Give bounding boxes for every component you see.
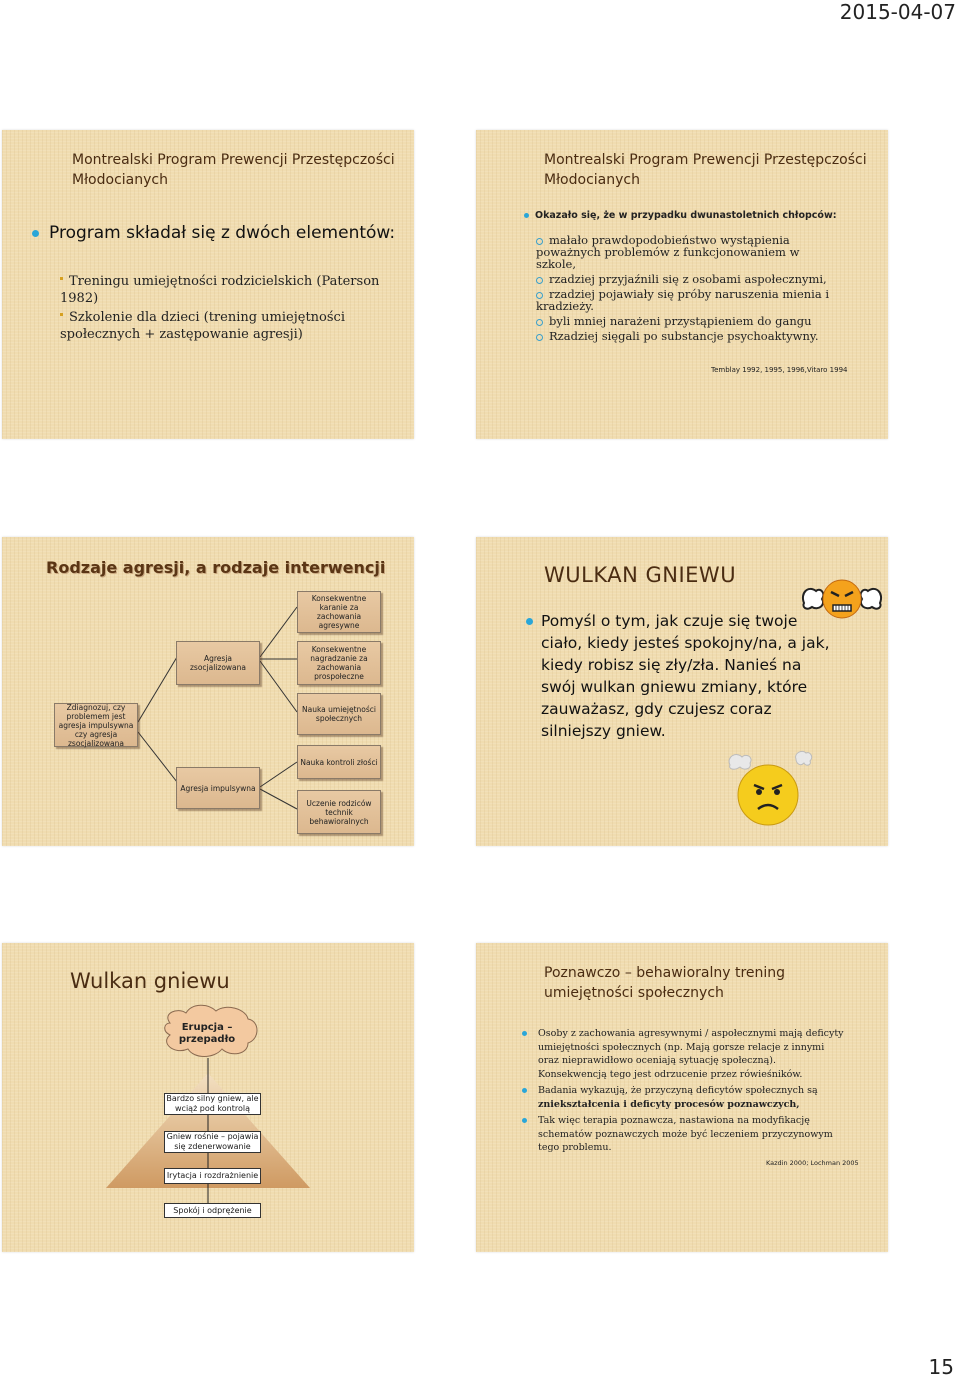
slide-2-sub-list [536, 234, 836, 342]
slide-2-citation: Temblay 1992, 1995, 1996,Vitaro 1994 [711, 366, 848, 374]
level-box-anger-rising: Gniew rośnie – pojawia się zdenerwowanie [164, 1131, 261, 1153]
page-number: 15 [928, 1355, 954, 1379]
bullet-dot-icon [524, 213, 529, 218]
slide-1 [2, 130, 414, 439]
slide-1-sub-bullet-1: Treningu umiejętności rodzicielskich (Paterson 1982) [60, 274, 380, 306]
ring-bullet-icon [536, 319, 543, 326]
slide-6-citation: Kazdin 2000; Lochman 2005 [766, 1159, 859, 1167]
bullet-item: Badania wykazują, że przyczyną deficytów społecznych są zniekształcenia i deficyty procesów poznawczych, [522, 1084, 844, 1111]
sub-item: Rzadziej sięgali po substancje psychoaktywny. [536, 330, 836, 342]
slide-4-title: WULKAN GNIEWU [544, 563, 737, 587]
slide-5 [2, 943, 414, 1252]
square-bullet-icon [60, 277, 63, 280]
slide-6 [476, 943, 888, 1252]
level-box-irritation: Irytacja i rozdrażnienie [164, 1168, 261, 1184]
sub-item: rzadziej przyjaźnili się z osobami aspołecznymi, [536, 273, 836, 285]
square-bullet-icon [60, 313, 63, 316]
tree-leaf-node: Nauka kontroli złości [297, 745, 381, 779]
slide-3-title: Rodzaje agresji, a rodzaje interwencji [46, 558, 386, 577]
sub-item: byli mniej narażeni przystąpieniem do gangu [536, 315, 836, 327]
level-box-calm: Spokój i odprężenie [164, 1203, 261, 1218]
slide-1-sub-bullet-2: Szkolenie dla dzieci (trening umiejętności społecznych + zastępowanie agresji) [60, 310, 345, 342]
slide-3 [2, 537, 414, 846]
slide-2-main-bullet: Okazało się, że w przypadku dwunastoletnich chłopców: [524, 207, 874, 224]
slide-6-title: Poznawczo – behawioralny trening umiejętności społecznych [544, 965, 786, 1001]
tree-leaf-node: Nauka umiejętności społecznych [297, 693, 381, 735]
frustrated-face-icon [726, 749, 816, 833]
ring-bullet-icon [536, 334, 543, 341]
bullet-dot-icon [32, 230, 39, 237]
slide-6-list [522, 1027, 844, 1155]
slide-4 [476, 537, 888, 846]
tree-node-agresja-impulsywna: Agresja impulsywna [176, 767, 260, 809]
header-date: 2015-04-07 [839, 0, 956, 24]
sub-item: małało prawdopodobieństwo wystąpienia poważnych problemów z funkcjonowaniem w szkole, [536, 233, 800, 271]
tree-leaf-node: Uczenie rodziców technik behawioralnych [297, 790, 381, 834]
bullet-item: Tak więc terapia poznawcza, nastawiona na modyfikację schematów poznawczych może być leczeniem przyczynowym tego problemu. [522, 1114, 844, 1155]
slide-5-title: Wulkan gniewu [70, 969, 230, 993]
tree-leaf-node: Konsekwentne karanie za zachowania agresywne [297, 591, 381, 633]
tree-leaf-node: Konsekwentne nagradzanie za zachowania prospołeczne [297, 641, 381, 685]
bullet-dot-icon [522, 1118, 527, 1123]
ring-bullet-icon [536, 238, 543, 245]
slide-2-title: Montrealski Program Prewencji Przestępczości Młodocianych [544, 152, 867, 188]
slide-2 [476, 130, 888, 439]
eruption-cloud-label: Erupcja – przepadło [178, 1022, 236, 1045]
level-box-very-strong-anger: Bardzo silny gniew, ale wciąż pod kontrolą [164, 1093, 261, 1115]
bullet-dot-icon [522, 1031, 527, 1036]
slide-4-body: Pomyśl o tym, jak czuje się twoje ciało, kiedy jesteś spokojny/na, a jak, kiedy robisz się zły/zła. Nanieś na swój wulkan gniewu zmiany, które zauważasz, gdy czujesz coraz silniejszy gniew. [526, 610, 834, 742]
bullet-dot-icon [522, 1088, 527, 1093]
bullet-item: Osoby z zachowania agresywnymi / aspołecznymi mają deficyty umiejętności społecznych (np. Mają gorsze relacje z innymi oraz nieprawidłowo oceniają sytuację społeczną). Konsekwencją tego jest odrzucenie przez rówieśników. [522, 1027, 844, 1081]
ring-bullet-icon [536, 292, 543, 299]
slide-1-title: Montrealski Program Prewencji Przestępczości Młodocianych [72, 152, 395, 188]
slide-1-main-bullet: Program składał się z dwóch elementów: [32, 223, 412, 243]
tree-node-agresja-zsocjalizowana: Agresja zsocjalizowana [176, 641, 260, 685]
sub-item: rzadziej pojawiały się próby naruszenia mienia i kradzieży. [536, 287, 830, 313]
tree-root-node: Zdiagnozuj, czy problemem jest agresja impulsywna czy agresja zsocjalizowana [54, 703, 138, 747]
ring-bullet-icon [536, 277, 543, 284]
bullet-dot-icon [526, 618, 533, 625]
